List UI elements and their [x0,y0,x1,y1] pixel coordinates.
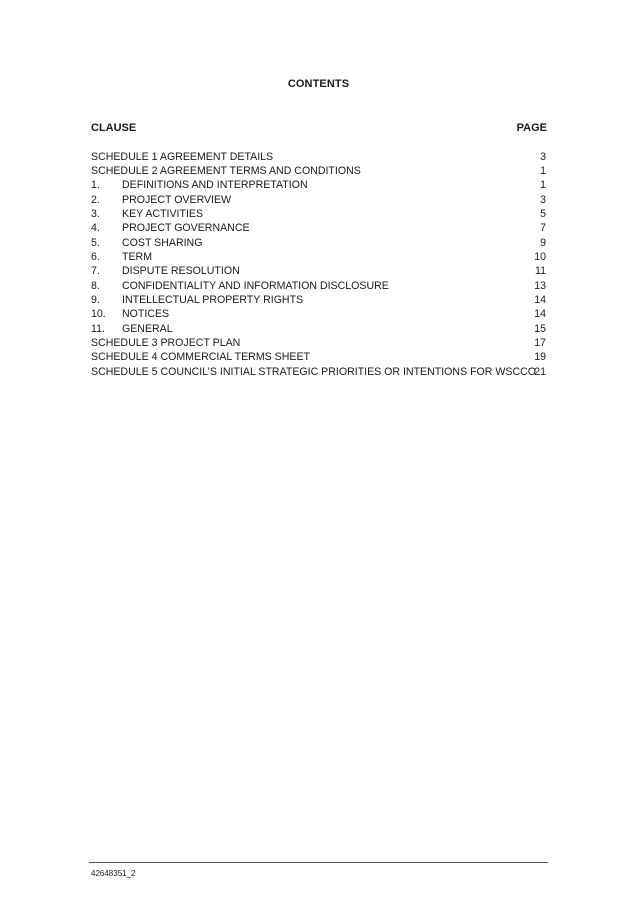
toc-entry-number: 7. [91,265,100,278]
toc-entry[interactable] [91,322,547,336]
toc-entry-number: 6. [91,250,100,263]
toc-entry[interactable] [91,221,547,235]
table-of-contents [91,150,547,380]
toc-entry-number: 5. [91,236,100,249]
toc-entry-page: 3 [540,193,546,206]
toc-entry-label: SCHEDULE 1 AGREEMENT DETAILS [91,150,274,163]
toc-entry[interactable] [91,164,547,178]
toc-entry[interactable] [91,336,547,350]
toc-entry-page: 1 [540,164,546,177]
toc-entry-number: 1. [91,179,100,192]
toc-entry-number: 2. [91,193,100,206]
toc-entry[interactable] [91,350,547,364]
toc-entry-label: PROJECT OVERVIEW [122,193,232,206]
toc-entry[interactable] [91,207,547,221]
toc-entry-number: 10. [91,308,106,321]
toc-entry-page: 15 [534,322,546,335]
toc-entry-number: 3. [91,207,100,220]
toc-entry-page: 3 [540,150,546,163]
toc-entry[interactable] [91,193,547,207]
toc-entry-label: CONFIDENTIALITY AND INFORMATION DISCLOSURE [122,279,389,292]
toc-entry-label: GENERAL [122,322,173,335]
toc-entry[interactable] [91,178,547,192]
toc-entry-label: SCHEDULE 4 COMMERCIAL TERMS SHEET [91,351,310,364]
toc-entry-number: 11. [91,322,105,335]
toc-entry-label: SCHEDULE 2 AGREEMENT TERMS AND CONDITIONS [91,164,361,177]
toc-entry-label: NOTICES [122,308,170,321]
toc-entry-page: 17 [534,336,546,349]
toc-entry[interactable] [91,250,547,264]
toc-entry-label: COST SHARING [122,236,203,249]
toc-entry-page: 14 [534,308,546,321]
toc-entry-page: 11 [535,265,546,278]
page-column-header: PAGE [516,122,547,134]
toc-entry-label: TERM [122,250,153,263]
toc-entry-page: 7 [540,222,546,235]
toc-entry-page: 14 [534,293,546,306]
toc-entry-label: INTELLECTUAL PROPERTY RIGHTS [122,293,304,306]
footer-document-id: 42648351_2 [91,869,136,878]
clause-column-header: CLAUSE [91,122,137,134]
toc-entry-number: 8. [91,279,100,292]
toc-entry[interactable] [91,293,547,307]
toc-entry[interactable] [91,150,547,164]
toc-entry-label: DISPUTE RESOLUTION [122,265,240,278]
toc-entry-page: 13 [534,279,546,292]
toc-entry-label: SCHEDULE 5 COUNCIL’S INITIAL STRATEGIC PRIORITIES OR INTENTIONS FOR WSCCO [91,365,536,378]
toc-entry-number: 4. [91,222,100,235]
toc-entry-page: 19 [534,351,546,364]
toc-entry-page: 10 [534,250,546,263]
toc-entry[interactable] [91,365,547,379]
toc-entry-label: PROJECT GOVERNANCE [122,222,250,235]
toc-entry[interactable] [91,307,547,321]
toc-entry[interactable] [91,264,547,278]
toc-entry-page: 9 [540,236,546,249]
toc-entry-number: 9. [91,293,100,306]
contents-title: CONTENTS [287,78,350,90]
toc-entry-label: DEFINITIONS AND INTERPRETATION [122,179,308,192]
footer-divider [89,862,548,863]
toc-entry[interactable] [91,279,547,293]
toc-entry-page: 1 [540,179,546,192]
toc-entry-page: 5 [540,207,546,220]
toc-entry-label: SCHEDULE 3 PROJECT PLAN [91,336,241,349]
toc-entry[interactable] [91,236,547,250]
toc-entry-page: 21 [534,365,546,378]
toc-entry-label: KEY ACTIVITIES [122,207,204,220]
